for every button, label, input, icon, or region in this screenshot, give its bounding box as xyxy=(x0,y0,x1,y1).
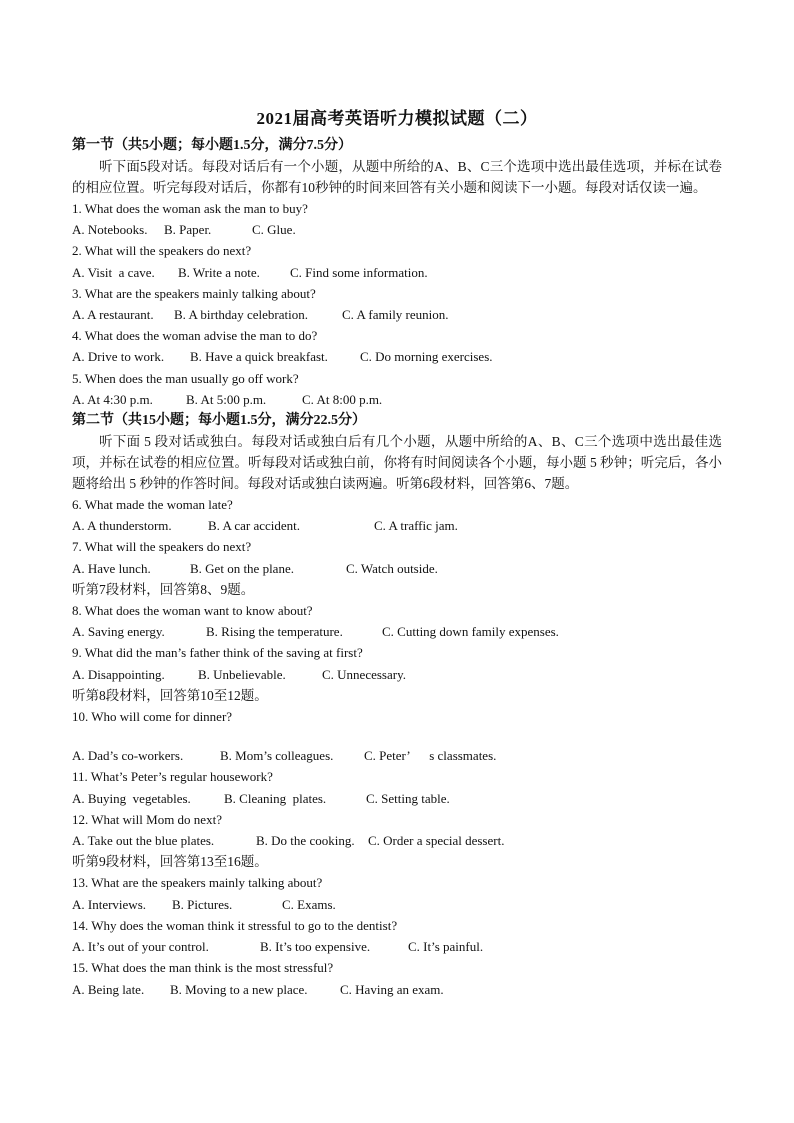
question-14: 14. Why does the woman think it stressful to go to the dentist? xyxy=(72,917,398,933)
option-a: A. A restaurant. xyxy=(72,307,154,323)
option-b: B. At 5:00 p.m. xyxy=(186,391,267,407)
options-2 xyxy=(72,262,722,283)
option-a: A. At 4:30 p.m. xyxy=(72,391,153,407)
option-b: B. Rising the temperature. xyxy=(206,624,343,640)
options-14 xyxy=(72,936,722,957)
options-8 xyxy=(72,621,722,642)
option-c: C. Exams. xyxy=(282,896,336,912)
question-10: 10. Who will come for dinner? xyxy=(72,709,233,725)
question-6: 6. What made the woman late? xyxy=(72,497,233,513)
option-c: C. Cutting down family expenses. xyxy=(382,624,559,640)
question-13: 13. What are the speakers mainly talking about? xyxy=(72,875,323,891)
option-c: C. Watch outside. xyxy=(346,560,438,576)
option-a: A. It’s out of your control. xyxy=(72,939,209,955)
option-a: A. Have lunch. xyxy=(72,560,151,576)
section2-heading: 第二节（共15小题；每小题1.5分，满分22.5分） xyxy=(72,413,366,429)
material-9-note: 听第9段材料，回答第13至16题。 xyxy=(72,854,268,870)
options-4 xyxy=(72,346,722,367)
question-2: 2. What will the speakers do next? xyxy=(72,243,252,259)
options-13 xyxy=(72,894,722,915)
options-5 xyxy=(72,389,722,410)
options-6 xyxy=(72,515,722,536)
option-a: A. Disappointing. xyxy=(72,666,165,682)
option-c: C. Peter’ s classmates. xyxy=(364,748,497,764)
question-12: 12. What will Mom do next? xyxy=(72,811,222,827)
option-b: B. Do the cooking. xyxy=(256,833,355,849)
option-a: A. Dad’s co-workers. xyxy=(72,748,184,764)
options-1 xyxy=(72,219,722,240)
section2-intro: 听下面 5 段对话或独白。每段对话或独白后有几个小题，从题中所给的A、B、C三个选项中选出最佳选项，并标在试卷的相应位置。听每段对话或独白前，你将有时间阅读各个小题，每小题 5 秒钟；听完后，各小题将给出 5 秒钟的作答时间。每段对话或独白读两遍。听第6段材料，回答第6、7题。 xyxy=(72,434,722,492)
option-b: B. Paper. xyxy=(164,222,212,238)
option-a: A. Interviews. xyxy=(72,896,147,912)
options-9 xyxy=(72,664,722,685)
question-9: 9. What did the man’s father think of the saving at first? xyxy=(72,645,363,661)
material-7-note: 听第7段材料，回答第8、9题。 xyxy=(72,581,255,597)
option-c: C. Setting table. xyxy=(366,790,450,806)
option-b: B. It’s too expensive. xyxy=(260,939,371,955)
option-a: A. Drive to work. xyxy=(72,349,165,365)
option-c: C. At 8:00 p.m. xyxy=(302,391,383,407)
option-a: A. Notebooks. xyxy=(72,222,148,238)
options-15 xyxy=(72,979,722,1000)
option-c: C. A traffic jam. xyxy=(374,518,458,534)
options-11 xyxy=(72,788,722,809)
option-c: C. Glue. xyxy=(252,222,296,238)
exam-page xyxy=(72,104,722,1000)
option-c: C. It’s painful. xyxy=(408,939,484,955)
option-b: B. Get on the plane. xyxy=(190,560,294,576)
option-c: C. Find some information. xyxy=(290,264,428,280)
option-a: A. Saving energy. xyxy=(72,624,165,640)
page-title: 2021届高考英语听力模拟试题（二） xyxy=(256,109,538,128)
question-4: 4. What does the woman advise the man to do? xyxy=(72,328,318,344)
option-b: B. Unbelievable. xyxy=(198,666,286,682)
question-5: 5. When does the man usually go off work? xyxy=(72,370,299,386)
option-c: C. Having an exam. xyxy=(340,981,444,997)
section1-heading: 第一节（共5小题；每小题1.5分，满分7.5分） xyxy=(72,138,352,153)
option-a: A. Visit a cave. xyxy=(72,264,155,280)
question-15: 15. What does the man think is the most stressful? xyxy=(72,960,334,976)
options-7 xyxy=(72,558,722,579)
option-c: C. Unnecessary. xyxy=(322,666,406,682)
option-a: A. Take out the blue plates. xyxy=(72,833,215,849)
option-b: B. Write a note. xyxy=(178,264,260,280)
options-3 xyxy=(72,304,722,325)
option-a: A. A thunderstorm. xyxy=(72,518,172,534)
question-1: 1. What does the woman ask the man to buy? xyxy=(72,201,308,216)
option-b: B. Moving to a new place. xyxy=(170,981,308,997)
section1-intro: 听下面5段对话。每段对话后有一个小题，从题中所给的A、B、C三个选项中选出最佳选项，并标在试卷的相应位置。听完每段对话后，你都有10秒钟的时间来回答有关小题和阅读下一小题。每段对话仅读一遍。 xyxy=(72,159,722,195)
options-10 xyxy=(72,745,722,766)
option-a: A. Being late. xyxy=(72,981,145,997)
option-c: C. Do morning exercises. xyxy=(360,349,493,365)
option-a: A. Buying vegetables. xyxy=(72,790,191,806)
blank-gap xyxy=(72,727,722,745)
question-11: 11. What’s Peter’s regular housework? xyxy=(72,769,273,785)
option-c: C. A family reunion. xyxy=(342,307,449,323)
option-b: B. A birthday celebration. xyxy=(174,307,308,323)
option-b: B. A car accident. xyxy=(208,518,301,534)
options-12 xyxy=(72,830,722,851)
option-b: B. Cleaning plates. xyxy=(224,790,327,806)
question-3: 3. What are the speakers mainly talking about? xyxy=(72,285,316,301)
option-b: B. Have a quick breakfast. xyxy=(190,349,328,365)
question-8: 8. What does the woman want to know about? xyxy=(72,603,313,619)
option-b: B. Mom’s colleagues. xyxy=(220,748,334,764)
material-8-note: 听第8段材料，回答第10至12题。 xyxy=(72,687,268,703)
option-b: B. Pictures. xyxy=(172,896,233,912)
question-7: 7. What will the speakers do next? xyxy=(72,539,252,555)
option-c: C. Order a special dessert. xyxy=(368,833,505,849)
